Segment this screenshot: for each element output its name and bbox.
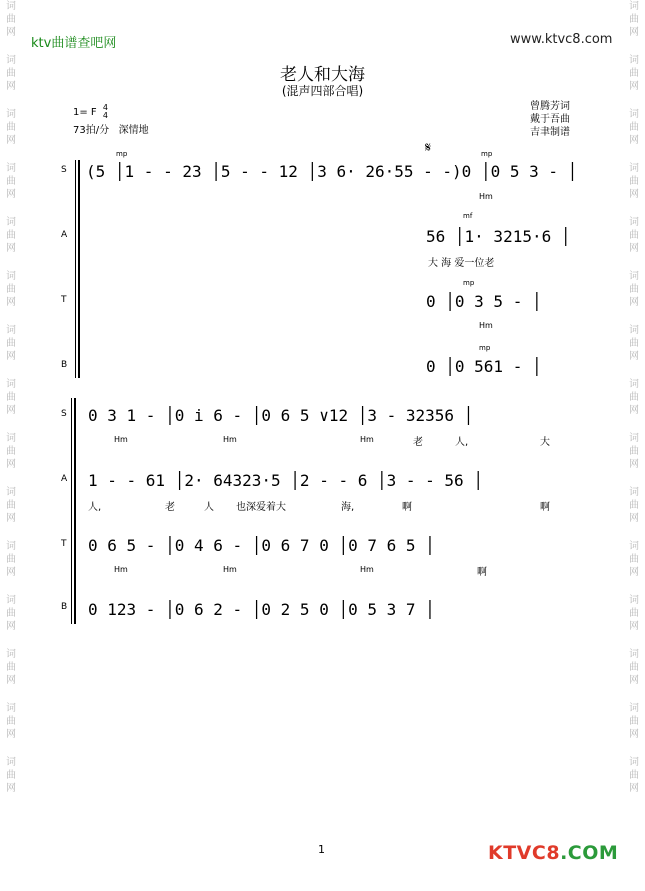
watermark-char: 词 (629, 163, 639, 174)
system2-s-lyric-6: 大 (540, 437, 550, 448)
watermark-char: 曲 (629, 446, 639, 457)
system1-b-dynamic: mp (479, 344, 491, 352)
watermark-char: 曲 (629, 608, 639, 619)
watermark-group (626, 270, 642, 309)
expression: 深情地 (118, 125, 149, 136)
watermark-char: 曲 (629, 392, 639, 403)
watermark-char: 词 (629, 1, 639, 12)
composer: 戴于吾曲 (530, 114, 570, 125)
watermark-char: 曲 (629, 68, 639, 79)
watermark-char: 曲 (6, 338, 16, 349)
system1-alto-lyrics: 大 海 爱一位老 (428, 258, 495, 269)
watermark-char: 词 (629, 271, 639, 282)
system2-t-lyric-1: Hm (114, 565, 128, 574)
system1-t-dynamic: mp (463, 279, 475, 287)
watermark-char: 词 (6, 595, 16, 606)
site-name-left[interactable]: ktv曲谱查吧网 (31, 36, 117, 51)
watermark-char: 网 (6, 675, 16, 686)
system2-label-a: A (61, 474, 68, 484)
watermark-char: 曲 (6, 770, 16, 781)
watermark-char: 网 (6, 405, 16, 416)
watermark-group (626, 162, 642, 201)
brand-logo[interactable] (488, 842, 618, 864)
watermark-char: 网 (6, 189, 16, 200)
watermark-char: 词 (6, 163, 16, 174)
watermark-char: 曲 (6, 284, 16, 295)
system2-a-lyric-1: 人, (88, 502, 102, 513)
site-url-right[interactable]: www.ktvc8.com (510, 32, 613, 47)
system1-t-hm: Hm (479, 321, 493, 330)
watermark-char: 曲 (629, 338, 639, 349)
system2-a-lyric-5: 海, (341, 502, 355, 513)
system1-s-hm: Hm (479, 192, 493, 201)
watermark-char: 词 (629, 757, 639, 768)
watermark-char: 词 (6, 325, 16, 336)
watermark-char: 网 (6, 243, 16, 254)
watermark-char: 网 (629, 27, 639, 38)
watermark-char: 网 (629, 243, 639, 254)
system2-a-lyric-2: 老 (165, 502, 175, 513)
watermark-char: 词 (6, 433, 16, 444)
system1-soprano-notes: (5 │1 - - 23 │5 - - 12 │3 6· 26·55 - -)0 │0 5 3 - │ (86, 162, 578, 181)
tempo-line (73, 124, 149, 138)
system2-a-lyric-3: 人 (204, 502, 214, 513)
credits (530, 100, 570, 139)
song-subtitle: (混声四部合唱) (281, 84, 364, 98)
watermark-char: 网 (6, 459, 16, 470)
watermark-char: 词 (6, 379, 16, 390)
watermark-char: 词 (629, 595, 639, 606)
watermark-group (3, 432, 19, 471)
watermark-char: 曲 (629, 122, 639, 133)
watermark-char: 曲 (6, 554, 16, 565)
watermark-char: 词 (629, 109, 639, 120)
watermark-group (626, 0, 642, 39)
watermark-char: 曲 (6, 608, 16, 619)
watermark-group (626, 648, 642, 687)
watermark-char: 曲 (6, 716, 16, 727)
watermark-group (3, 270, 19, 309)
watermark-group (626, 540, 642, 579)
watermark-left (3, 0, 19, 810)
watermark-group (3, 702, 19, 741)
watermark-char: 曲 (629, 662, 639, 673)
lyricist: 曾腾芳词 (530, 101, 570, 112)
watermark-group (3, 594, 19, 633)
watermark-char: 词 (6, 1, 16, 12)
watermark-char: 曲 (6, 500, 16, 511)
watermark-group (3, 324, 19, 363)
system2-t-lyric-3: Hm (360, 565, 374, 574)
system2-s-lyric-3: Hm (360, 435, 374, 444)
watermark-char: 曲 (6, 68, 16, 79)
watermark-char: 网 (6, 81, 16, 92)
watermark-char: 曲 (6, 392, 16, 403)
watermark-group (626, 486, 642, 525)
watermark-char: 曲 (629, 770, 639, 781)
watermark-char: 曲 (629, 554, 639, 565)
watermark-char: 网 (629, 81, 639, 92)
system2-s-lyric-4: 老 (413, 437, 423, 448)
system2-s-lyric-5: 人, (455, 437, 469, 448)
watermark-char: 网 (6, 567, 16, 578)
watermark-char: 词 (629, 541, 639, 552)
watermark-char: 网 (6, 27, 16, 38)
watermark-char: 网 (629, 459, 639, 470)
watermark-char: 曲 (629, 284, 639, 295)
system2-t-lyric-4: 啊 (477, 567, 487, 578)
watermark-group (3, 540, 19, 579)
watermark-char: 曲 (629, 176, 639, 187)
watermark-char: 网 (629, 729, 639, 740)
watermark-char: 词 (6, 109, 16, 120)
system2-t-lyric-2: Hm (223, 565, 237, 574)
watermark-char: 词 (6, 757, 16, 768)
watermark-group (626, 702, 642, 741)
watermark-char: 网 (629, 621, 639, 632)
system1-bass-notes: 0 │0 561 - │ (426, 357, 542, 376)
watermark-char: 词 (6, 55, 16, 66)
watermark-group (626, 432, 642, 471)
system1-s-dynamic: mp (116, 150, 128, 158)
watermark-char: 网 (6, 783, 16, 794)
watermark-group (3, 216, 19, 255)
watermark-char: 网 (629, 297, 639, 308)
watermark-char: 网 (6, 621, 16, 632)
brand-eight: 8 (546, 842, 561, 864)
watermark-char: 词 (6, 649, 16, 660)
watermark-char: 曲 (6, 662, 16, 673)
system2-a-lyric-6: 啊 (402, 502, 412, 513)
system2-brace-line2 (74, 398, 76, 624)
watermark-group (3, 378, 19, 417)
watermark-char: 网 (6, 729, 16, 740)
watermark-char: 曲 (6, 446, 16, 457)
time-denominator: 4 (102, 111, 108, 120)
watermark-group (626, 108, 642, 147)
watermark-char: 词 (6, 217, 16, 228)
watermark-char: 词 (629, 217, 639, 228)
watermark-char: 词 (629, 379, 639, 390)
system2-tenor-notes: 0 6 5 - │0 4 6 - │0 6 7 0 │0 7 6 5 │ (88, 536, 435, 555)
watermark-group (3, 0, 19, 39)
watermark-char: 曲 (629, 716, 639, 727)
system2-s-lyric-1: Hm (114, 435, 128, 444)
system1-brace-line (75, 160, 76, 378)
watermark-char: 曲 (6, 230, 16, 241)
transcriber: 吉聿制谱 (530, 127, 570, 138)
watermark-char: 网 (6, 135, 16, 146)
watermark-char: 网 (629, 567, 639, 578)
brand-com: .COM (560, 842, 619, 864)
watermark-char: 曲 (6, 14, 16, 25)
system2-soprano-notes: 0 3 1 - │0 i 6 - │0 6 5 ∨12 │3 - 32356 │ (88, 406, 474, 425)
watermark-group (3, 756, 19, 795)
watermark-char: 词 (629, 325, 639, 336)
watermark-group (626, 324, 642, 363)
watermark-char: 曲 (629, 230, 639, 241)
system1-brace-line2 (78, 160, 80, 378)
system2-s-lyric-2: Hm (223, 435, 237, 444)
watermark-group (626, 216, 642, 255)
time-numerator: 4 (102, 103, 108, 112)
watermark-char: 词 (629, 433, 639, 444)
system2-alto-notes: 1 - - 61 │2· 64323·5 │2 - - 6 │3 - - 56 │ (88, 471, 483, 490)
watermark-char: 曲 (629, 14, 639, 25)
system1-label-s: S (61, 165, 67, 175)
system2-a-lyric-4: 也深爱着大 (236, 502, 286, 513)
watermark-char: 网 (6, 351, 16, 362)
watermark-char: 网 (629, 405, 639, 416)
watermark-char: 曲 (6, 176, 16, 187)
watermark-char: 曲 (629, 500, 639, 511)
watermark-char: 曲 (6, 122, 16, 133)
watermark-char: 网 (629, 513, 639, 524)
watermark-right (626, 0, 642, 810)
watermark-group (626, 756, 642, 795)
watermark-char: 词 (6, 271, 16, 282)
system1-label-t: T (61, 295, 67, 305)
key-label: 1= F (73, 107, 97, 118)
watermark-group (3, 162, 19, 201)
watermark-char: 词 (629, 487, 639, 498)
system2-label-s: S (61, 409, 67, 419)
system1-a-dynamic: mf (463, 212, 473, 220)
watermark-char: 网 (6, 513, 16, 524)
watermark-group (626, 594, 642, 633)
system1-alto-notes: 56 │1· 3215·6 │ (426, 227, 571, 246)
watermark-char: 词 (629, 55, 639, 66)
watermark-char: 词 (629, 649, 639, 660)
watermark-group (3, 486, 19, 525)
watermark-char: 词 (6, 487, 16, 498)
page-number: 1 (318, 843, 325, 856)
watermark-char: 词 (629, 703, 639, 714)
system2-bass-notes: 0 123 - │0 6 2 - │0 2 5 0 │0 5 3 7 │ (88, 600, 435, 619)
watermark-group (3, 108, 19, 147)
system1-label-b: B (61, 360, 68, 370)
brand-ktv: KTVC (488, 842, 547, 864)
system2-brace-line (71, 398, 72, 624)
system2-label-t: T (61, 539, 67, 549)
segno-icon: 𝄋 (425, 140, 432, 156)
watermark-char: 网 (629, 675, 639, 686)
time-signature (103, 104, 108, 120)
watermark-char: 网 (6, 297, 16, 308)
system2-a-lyric-7: 啊 (540, 502, 550, 513)
key-signature (73, 104, 108, 120)
tempo: 73拍/分 (73, 125, 110, 136)
watermark-char: 网 (629, 351, 639, 362)
system1-tenor-notes: 0 │0 3 5 - │ (426, 292, 542, 311)
watermark-char: 网 (629, 189, 639, 200)
watermark-char: 网 (629, 783, 639, 794)
system1-s-dynamic-2: mp (481, 150, 493, 158)
watermark-group (3, 648, 19, 687)
song-title: 老人和大海 (280, 65, 365, 85)
watermark-char: 词 (6, 541, 16, 552)
system2-label-b: B (61, 602, 68, 612)
watermark-group (626, 378, 642, 417)
system1-label-a: A (61, 230, 68, 240)
watermark-char: 网 (629, 135, 639, 146)
watermark-char: 词 (6, 703, 16, 714)
